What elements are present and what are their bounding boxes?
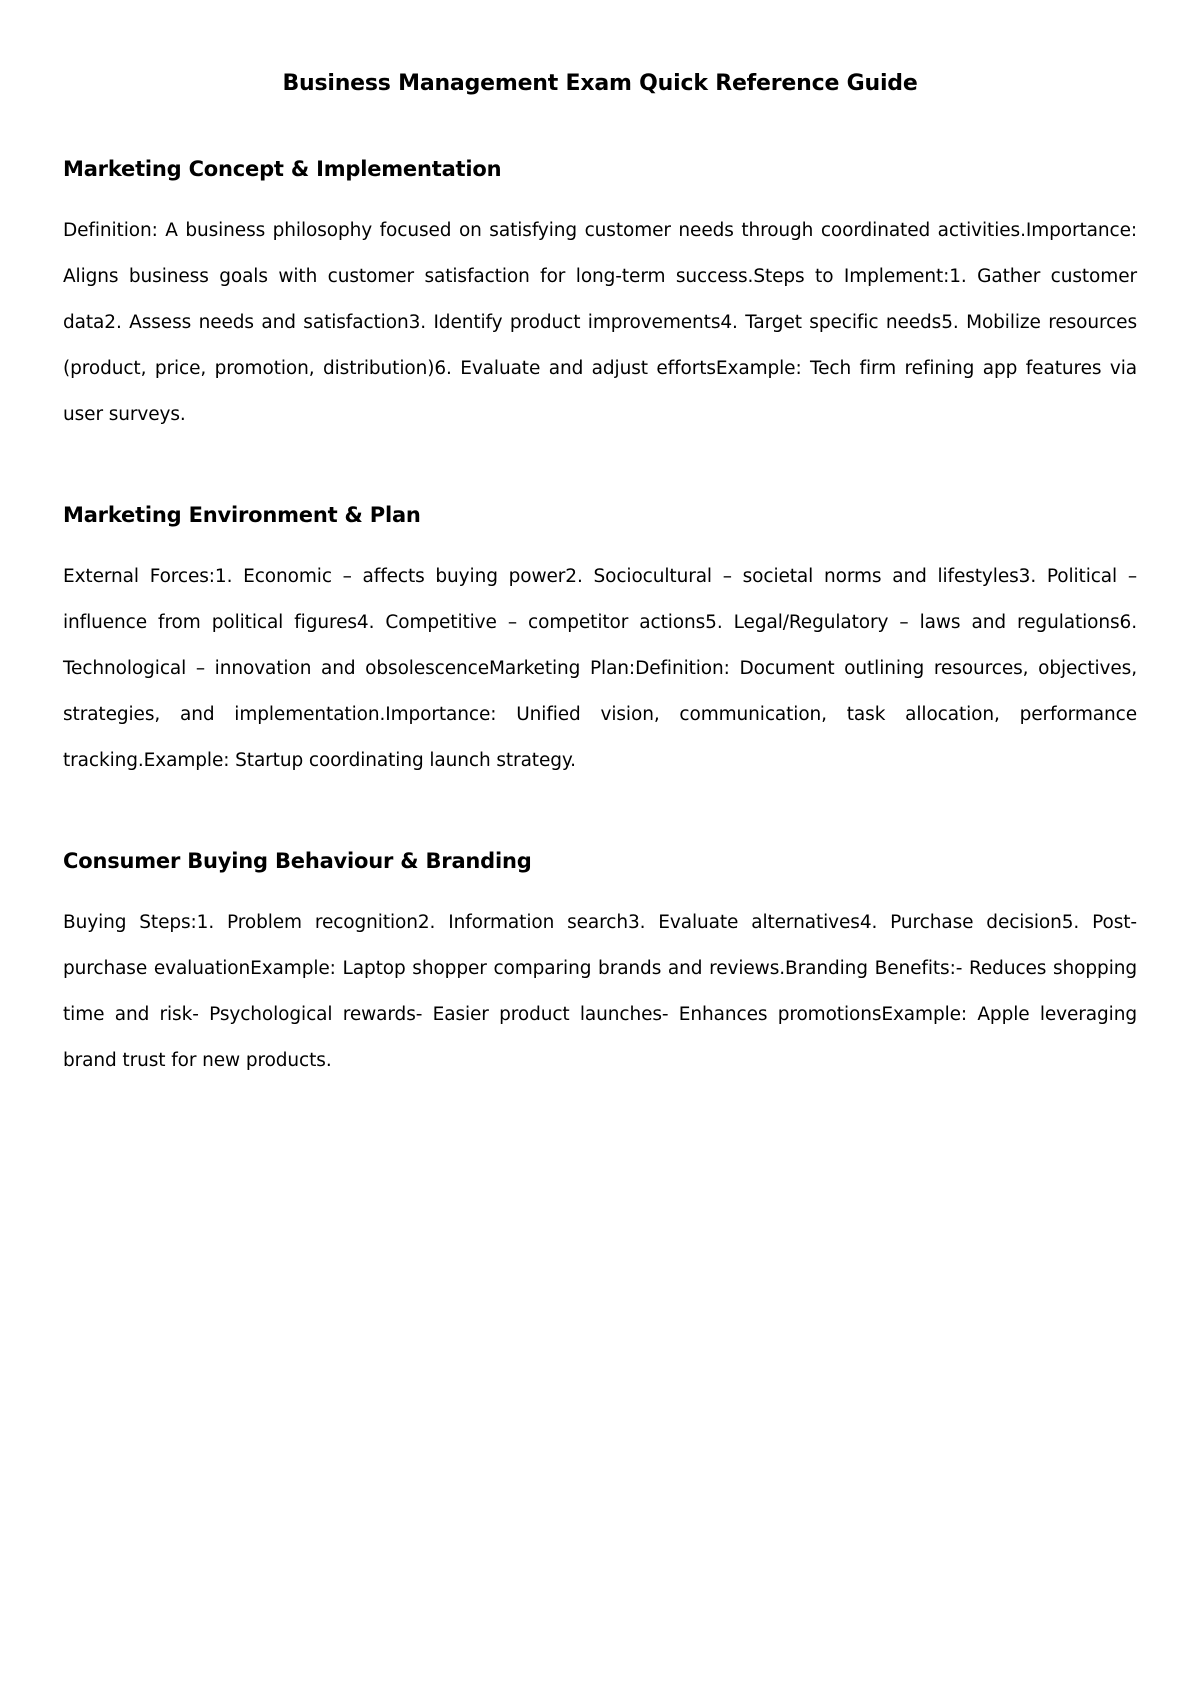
section-marketing-concept (63, 145, 1137, 438)
spacer (63, 193, 1137, 208)
section-heading: Marketing Concept & Implementation (63, 157, 502, 181)
section-consumer-buying (63, 837, 1137, 1084)
document-title: Business Management Exam Quick Reference Guide (282, 71, 918, 96)
spacer (63, 885, 1137, 900)
section-heading: Consumer Buying Behaviour & Branding (63, 849, 532, 873)
spacer (63, 108, 1137, 145)
section-body: Definition: A business philosophy focused on satisfying customer needs through coordinated activities.Importance: Aligns business goals with customer satisfaction for long-term success.Steps to Implement:1. Gather customer data2. Assess needs and satisfaction3. Identify product improvements4. Target specific needs5. Mobilize resources (product, price, promotion, distribution)6. Evaluate and adjust effortsExample: Tech firm refining app features via user surveys. (63, 220, 1137, 425)
spacer (63, 438, 1137, 491)
section-heading: Marketing Environment & Plan (63, 503, 421, 527)
section-body: Buying Steps:1. Problem recognition2. Information search3. Evaluate alternatives4. Purchase decision5. Post-purchase evaluationExample: Laptop shopper comparing brands and reviews.Branding Benefits:- Reduces shopping time and risk- Psychological rewards- Easier product launches- Enhances promotionsExample: Apple leveraging brand trust for new products. (63, 912, 1137, 1071)
spacer (63, 784, 1137, 837)
section-body: External Forces:1. Economic – affects buying power2. Sociocultural – societal norms and lifestyles3. Political – influence from political figures4. Competitive – competitor actions5. Legal/Regulatory – laws and regulations6. Technological – innovation and obsolescenceMarketing Plan:Definition: Document outlining resources, objectives, strategies, and implementation.Importance: Unified vision, communication, task allocation, performance tracking.Example: Startup coordinating launch strategy. (63, 566, 1137, 771)
spacer (63, 539, 1137, 554)
section-marketing-environment (63, 491, 1137, 784)
